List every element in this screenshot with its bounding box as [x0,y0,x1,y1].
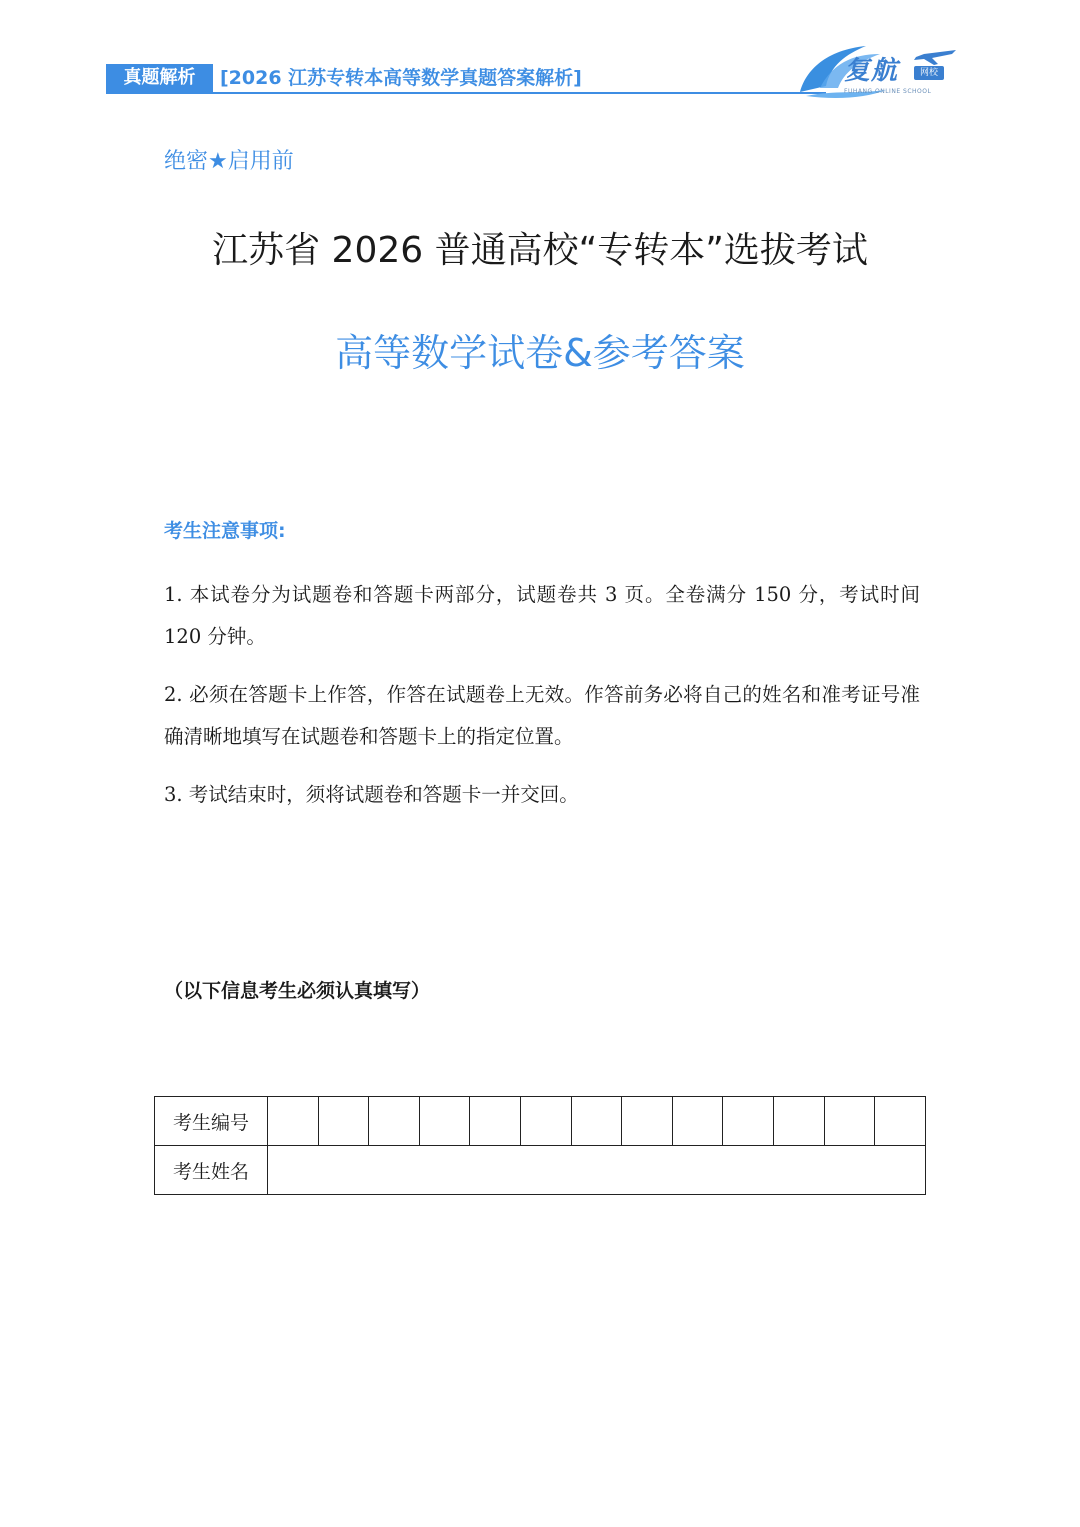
logo-english-name: FUHANG ONLINE SCHOOL [844,88,932,95]
document-subtitle: 高等数学试卷&参考答案 [335,331,745,375]
notice-item: 3. 考试结束时，须将试题卷和答题卡一并交回。 [164,783,579,806]
candidate-id-label: 考生编号 [155,1097,268,1146]
candidate-info-table [154,1096,926,1195]
brand-logo [796,40,958,102]
candidate-id-digit-box[interactable] [672,1097,723,1146]
candidate-id-digit-box[interactable] [622,1097,673,1146]
document-title: 江苏省 2026 普通高校“专转本”选拔考试 [212,230,868,271]
logo-tag: 网校 [914,66,944,80]
candidate-id-digit-box[interactable] [470,1097,521,1146]
notice-item: 2. 必须在答题卡上作答，作答在试题卷上无效。作答前务必将自己的姓名和准考证号准确清晰地填写在试题卷和答题卡上的指定位置。 [164,683,920,748]
notice-list [164,574,920,832]
candidate-id-digit-box[interactable] [318,1097,369,1146]
candidate-id-row [155,1097,926,1146]
candidate-id-digit-box[interactable] [369,1097,420,1146]
candidate-id-digit-box[interactable] [521,1097,572,1146]
header-badge: 真题解析 [106,64,213,92]
candidate-name-field[interactable] [268,1146,926,1195]
header-subtitle: [2026 江苏专转本高等数学真题答案解析] [220,67,582,89]
notice-item: 1. 本试卷分为试题卷和答题卡两部分，试题卷共 3 页。全卷满分 150 分，考试时间 120 分钟。 [164,583,920,648]
candidate-id-digit-box[interactable] [875,1097,926,1146]
info-form-note: （以下信息考生必须认真填写） [164,980,431,1002]
candidate-id-digit-box[interactable] [571,1097,622,1146]
candidate-id-digit-box[interactable] [824,1097,875,1146]
candidate-name-row [155,1146,926,1195]
secret-label: 绝密★启用前 [164,149,294,174]
logo-name: 复航 [844,56,899,86]
notice-heading: 考生注意事项: [164,520,286,542]
candidate-name-label: 考生姓名 [155,1146,268,1195]
candidate-id-digit-box[interactable] [723,1097,774,1146]
candidate-id-digit-box[interactable] [774,1097,825,1146]
candidate-id-digit-box[interactable] [268,1097,319,1146]
candidate-id-digit-box[interactable] [419,1097,470,1146]
header-divider [106,92,826,94]
